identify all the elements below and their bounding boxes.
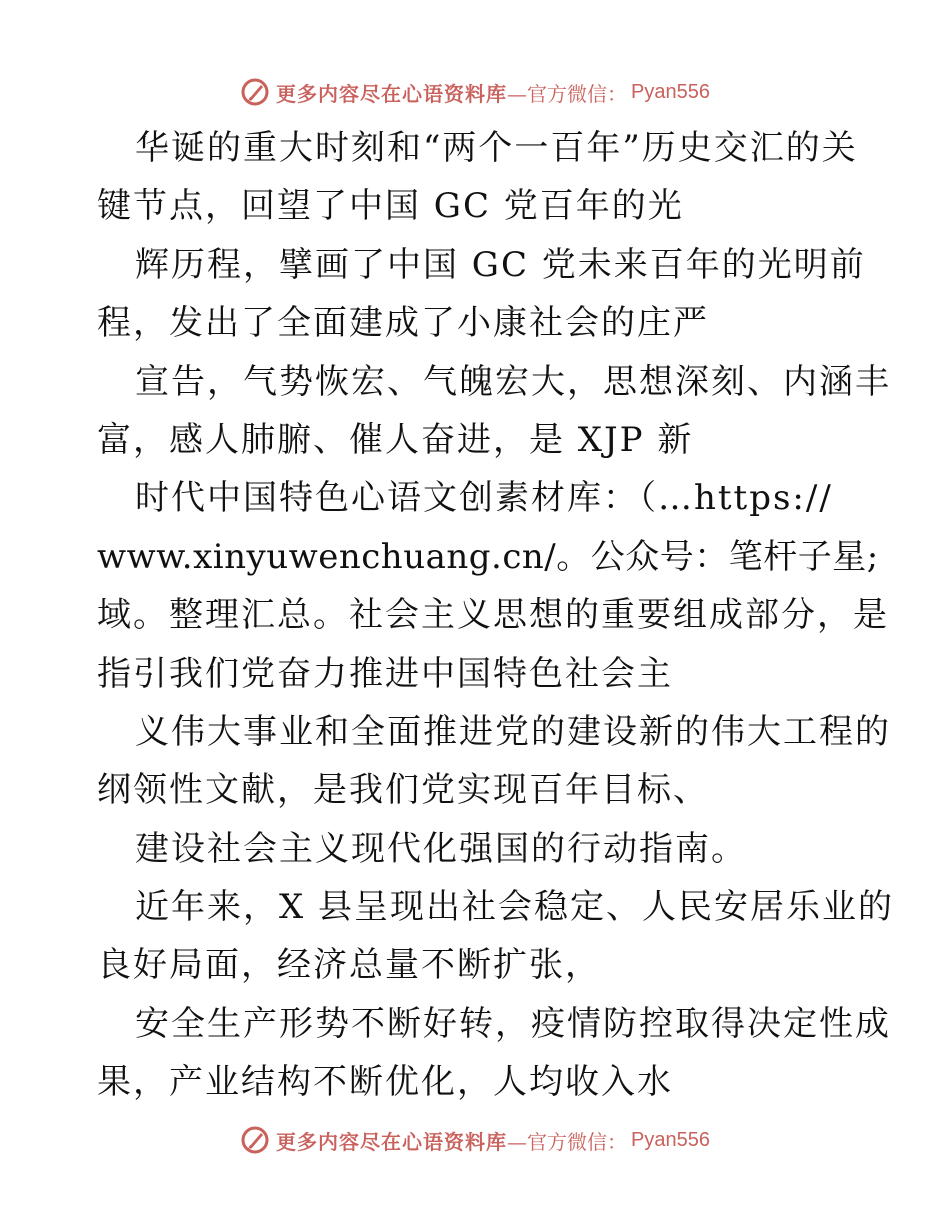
body-line: 近年来，X 县呈现出社会稳定、人民安居乐业的 [135, 887, 895, 928]
body-line: 域。整理汇总。社会主义思想的重要组成部分，是 [97, 595, 889, 636]
body-line: 华诞的重大时刻和“两个一百年”历史交汇的关 [135, 128, 858, 168]
body-line: 义伟大事业和全面推进党的建设新的伟大工程的 [135, 711, 891, 752]
watermark-handle-text: Pyan556 [631, 1128, 710, 1151]
body-line: 程，发出了全面建成了小康社会的庄严 [97, 303, 709, 344]
watermark-separator-text: —官方微信： [507, 81, 628, 106]
body-line: 良好局面，经济总量不断扩张， [97, 945, 601, 986]
body-line: 时代中国特色心语文创素材库：（…https:// [135, 478, 833, 519]
body-line: 指引我们党奋力推进中国特色社会主 [97, 653, 673, 694]
body-line: 辉历程，擘画了中国 GC 党未来百年的光明前 [135, 244, 866, 285]
body-line: www.xinyuwenchuang.cn/。公众号：笔杆子星; [97, 536, 879, 577]
watermark-separator-text: —官方微信： [507, 1129, 628, 1154]
header-watermark [0, 72, 950, 112]
document-body [97, 119, 895, 1112]
body-line: 果，产业结构不断优化，人均收入水 [97, 1062, 673, 1103]
body-line: 纲领性文献，是我们党实现百年目标、 [97, 770, 709, 811]
watermark-site-text: 更多内容尽在心语资料库 [276, 81, 508, 106]
watermark-site-text: 更多内容尽在心语资料库 [276, 1129, 508, 1154]
quill-logo-icon [240, 77, 270, 107]
body-line: 富，感人肺腑、催人奋进，是 XJP 新 [97, 419, 694, 460]
body-line: 宣告，气势恢宏、气魄宏大，思想深刻、内涵丰 [135, 361, 891, 402]
watermark-handle-text: Pyan556 [631, 80, 710, 103]
body-line: 键节点，回望了中国 GC 党百年的光 [97, 186, 684, 227]
body-line: 安全生产形势不断好转，疫情防控取得决定性成 [135, 1003, 891, 1044]
footer-watermark [0, 1120, 950, 1160]
body-line: 建设社会主义现代化强国的行动指南。 [135, 828, 747, 869]
quill-logo-icon [240, 1125, 270, 1155]
